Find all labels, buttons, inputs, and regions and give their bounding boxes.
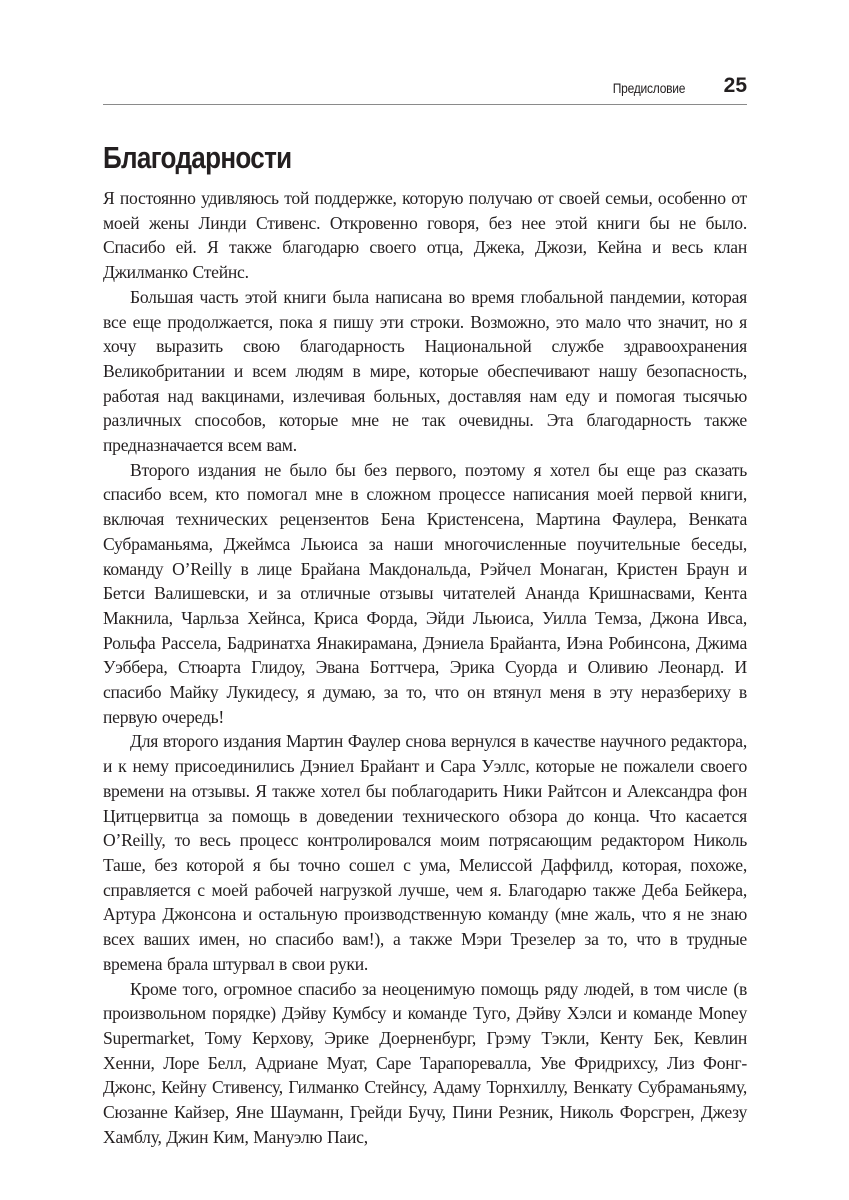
paragraph-pandemic: Большая часть этой книги была написана во время глобальной пандемии, которая все еще продолжается, пока я пишу эти строки. Возможно, это мало что значит, но я хочу выразить свою благодарность Национальной службе здравоохранения Великобритании и всем людям в мире, которые обеспечивают нашу безопасность, работая над вакцинами, излечивая больных, доставляя нам еду и помогая тысячью различных способов, которые мне не так очевидны. Эта благодарность также предназначается всем вам.: [103, 286, 747, 456]
paragraph-other-thanks: Кроме того, огромное спасибо за неоценимую помощь ряду людей, в том числе (в произвольном порядке) Дэйву Кумбсу и команде Туго, Дэйву Хэлси и команде Money Supermarket, Тому Керхову, Эрике Доерненбург, Грэму Тэкли, Кенту Бек, Кевлин Хенни, Лоре Белл, Адриане Муат, Саре Тарапоревалла, Уве Фридрихсу, Лиз Фонг-Джонс, Кейну Стивенсу, Гилманко Стейнсу, Адаму Торнхиллу, Венкату Субраманьяму, Сюзанне Кайзер, Яне Шауманн, Грейди Бучу, Пини Резник, Николь Форсгрен, Джезу Хамблу, Джин Ким, Мануэлю Паис,: [103, 978, 747, 1147]
running-head-section: Предисловие: [612, 80, 685, 96]
body-text: [103, 186, 747, 1149]
paragraph-first-edition: Второго издания не было бы без первого, поэтому я хотел бы еще раз сказать спасибо всем, кто помогал мне в сложном процессе написания моей первой книги, включая технических рецензентов Бена Кристенсена, Мартина Фаулера, Венката Субраманьяма, Джеймса Льюиса за наши многочисленные поучительные беседы, команду O’Reilly в лице Брайана Макдональда, Рэйчел Монаган, Кристен Браун и Бетси Валишевски, и за отличные отзывы читателей Ананда Кришнасвами, Кента Макнила, Чарльза Хейнса, Криса Форда, Эйди Льюиса, Уилла Темза, Джона Ивса, Рольфа Рассела, Бадринатха Янакирамана, Дэниела Брайанта, Иэна Робинсона, Джима Уэббера, Стюарта Глидоу, Эвана Боттчера, Эрика Суорда и Оливию Леонард. И спасибо Майку Лукидесу, я думаю, за то, что он втянул меня в эту неразбериху в первую очередь!: [103, 459, 747, 727]
running-head: [103, 74, 747, 105]
paragraph-family: Я постоянно удивляюсь той поддержке, которую получаю от своей семьи, особенно от моей жены Линди Стивенс. Откровенно говоря, без нее этой книги бы не было. Спасибо ей. Я также благодарю своего отца, Джека, Джози, Кейна и весь клан Джилманко Стейнс.: [103, 188, 747, 283]
page-number: 25: [723, 74, 747, 97]
paragraph-second-edition: Для второго издания Мартин Фаулер снова вернулся в качестве научного редактора, и к нему присоединились Дэниел Брайант и Сара Уэллс, которые не пожалели своего времени на отзывы. Я также хотел бы поблагодарить Ники Райтсон и Александра фон Цитцервитца за помощь в доведении технического обзора до конца. Что касается O’Reilly, то весь процесс контролировался моим потрясающим редактором Николь Таше, без которой я бы точно сошел с ума, Мелиссой Даффилд, которая, похоже, справляется с моей рабочей нагрузкой лучше, чем я. Благодарю также Деба Бейкера, Артура Джонсона и остальную производственную команду (мне жаль, что я не знаю всех ваших имен, но спасибо вам!), а также Мэри Трезелер за то, что в трудные времена брала штурвал в свои руки.: [103, 731, 747, 974]
section-title: Благодарности: [103, 140, 292, 175]
